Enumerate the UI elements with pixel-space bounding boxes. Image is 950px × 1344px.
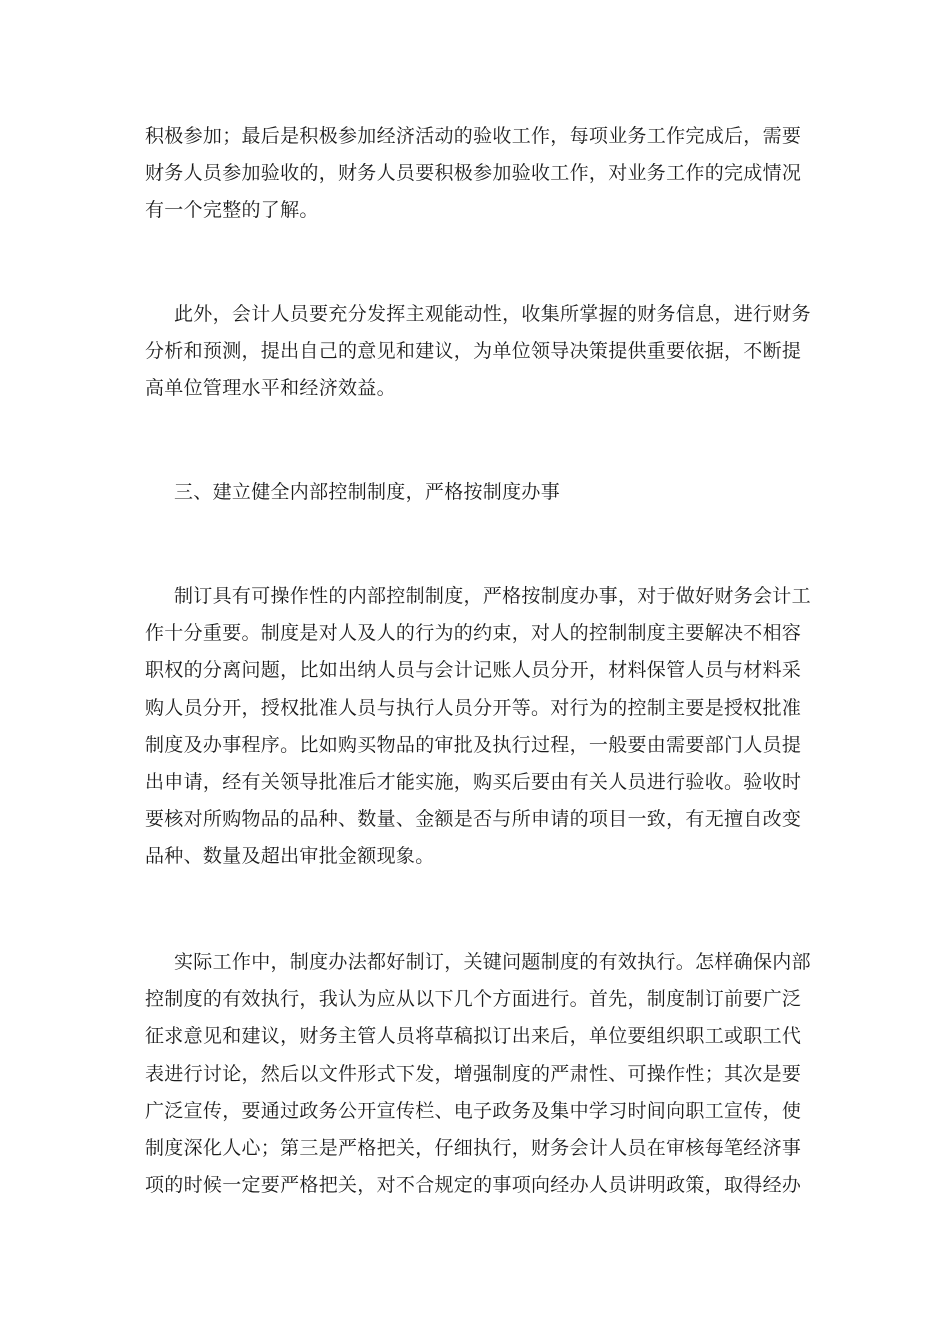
paragraph-execution	[145, 944, 810, 1204]
paragraph-analysis	[145, 296, 810, 408]
text-line: 此外，会计人员要充分发挥主观能动性，收集所掌握的财务信息，进行财务	[174, 303, 811, 325]
section-heading	[145, 474, 810, 511]
text-line: 购人员分开，授权批准人员与执行人员分开等。对行为的控制主要是授权批准	[145, 696, 802, 719]
text-line: 实际工作中，制度办法都好制订，关键问题制度的有效执行。怎样确保内部	[174, 951, 811, 973]
text-line: 表进行讨论，然后以文件形式下发，增强制度的严肃性、可操作性；其次是要	[145, 1062, 802, 1085]
text-line: 制度及办事程序。比如购买物品的审批及执行过程，一般要由需要部门人员提	[145, 733, 802, 756]
text-line: 项的时候一定要严格把关，对不合规定的事项向经办人员讲明政策，取得经办	[145, 1174, 802, 1197]
paragraph-internal-control	[145, 578, 810, 876]
text-line: 职权的分离问题，比如出纳人员与会计记账人员分开，材料保管人员与材料采	[145, 659, 802, 682]
text-line: 征求意见和建议，财务主管人员将草稿拟订出来后，单位要组织职工或职工代	[145, 1025, 802, 1048]
text-line: 出申请，经有关领导批准后才能实施，购买后要由有关人员进行验收。验收时	[145, 771, 802, 794]
heading-text: 三、建立健全内部控制制度，严格按制度办事	[174, 481, 561, 503]
text-line: 积极参加；最后是积极参加经济活动的验收工作，每项业务工作完成后，需要	[145, 125, 802, 147]
text-line: 品种、数量及超出审批金额现象。	[145, 845, 435, 868]
text-line: 有一个完整的了解。	[145, 199, 319, 222]
text-line: 制度深化人心；第三是严格把关，仔细执行，财务会计人员在审核每笔经济事	[145, 1137, 802, 1160]
text-line: 制订具有可操作性的内部控制制度，严格按制度办事，对于做好财务会计工	[174, 585, 811, 607]
text-line: 要核对所购物品的品种、数量、金额是否与所申请的项目一致，有无擅自改变	[145, 808, 802, 831]
text-line: 广泛宣传，要通过政务公开宣传栏、电子政务及集中学习时间向职工宣传，使	[145, 1099, 802, 1122]
text-line: 高单位管理水平和经济效益。	[145, 377, 396, 400]
text-line: 分析和预测，提出自己的意见和建议，为单位领导决策提供重要依据，不断提	[145, 340, 802, 363]
paragraph-continuation	[145, 118, 810, 230]
text-line: 控制度的有效执行，我认为应从以下几个方面进行。首先，制度制订前要广泛	[145, 988, 802, 1011]
text-line: 作十分重要。制度是对人及人的行为的约束，对人的控制制度主要解决不相容	[145, 622, 802, 645]
text-line: 财务人员参加验收的，财务人员要积极参加验收工作，对业务工作的完成情况	[145, 162, 802, 185]
